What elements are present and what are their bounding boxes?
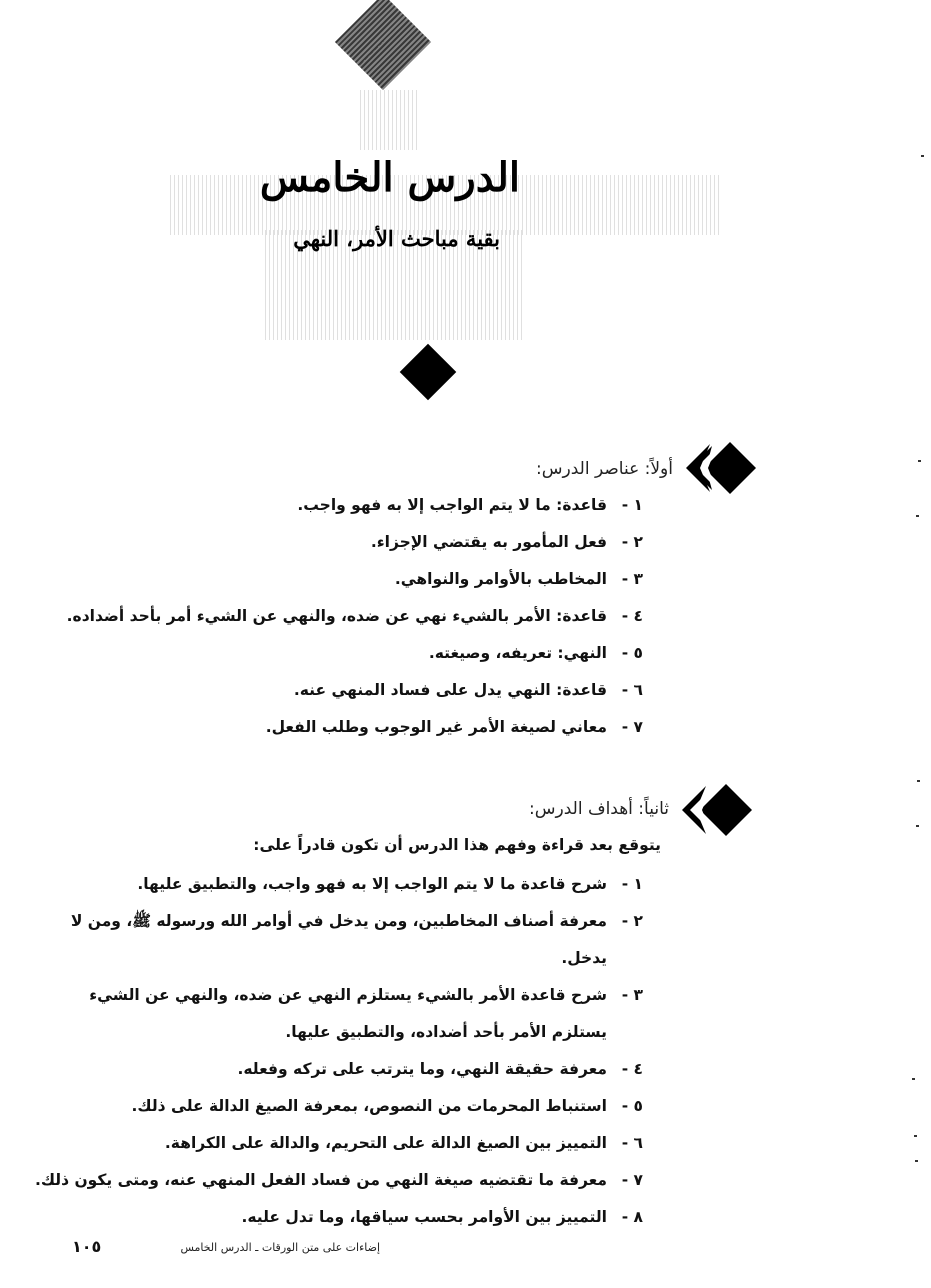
scan-speck bbox=[918, 460, 921, 462]
list-item: ١ -قاعدة: ما لا يتم الواجب إلا به فهو واجب. bbox=[297, 496, 643, 514]
scan-speck bbox=[916, 825, 919, 827]
elements-heading: أولاً: عناصر الدرس: bbox=[536, 459, 673, 479]
list-item: ٤ -قاعدة: الأمر بالشيء نهي عن ضده، والنهي عن الشيء أمر بأحد أضداده. bbox=[66, 607, 643, 625]
lesson-title: الدرس الخامس bbox=[259, 154, 520, 201]
double-diamond-bullet-icon bbox=[676, 780, 756, 840]
list-item: ٧ -معاني لصيغة الأمر غير الوجوب وطلب الفعل. bbox=[265, 718, 643, 736]
scan-speck bbox=[917, 780, 920, 782]
top-diamond-ornament bbox=[335, 0, 431, 90]
list-item: ٢ -معرفة أصناف المخاطبين، ومن يدخل في أوامر الله ورسوله ﷺ، ومن لا يدخل. bbox=[70, 912, 643, 967]
running-footer: إضاءات على متن الورقات ـ الدرس الخامس bbox=[180, 1241, 380, 1254]
list-item: ٤ -معرفة حقيقة النهي، وما يترتب على تركه وفعله. bbox=[237, 1060, 643, 1078]
scan-speck bbox=[916, 515, 919, 517]
list-item: ١ -شرح قاعدة ما لا يتم الواجب إلا به فهو واجب، والتطبيق عليها. bbox=[137, 875, 643, 893]
scan-speck bbox=[912, 1078, 915, 1080]
list-item: ٦ -قاعدة: النهي يدل على فساد المنهي عنه. bbox=[293, 681, 643, 699]
list-item: ٣ -شرح قاعدة الأمر بالشيء يستلزم النهي عن ضده، والنهي عن الشيء يستلزم الأمر بأحد أضداده، والتطبيق عليها. bbox=[89, 986, 643, 1041]
list-item: ٥ -النهي: تعريفه، وصيغته. bbox=[428, 644, 643, 662]
list-item: ٧ -معرفة ما تقتضيه صيغة النهي من فساد الفعل المنهي عنه، ومتى يكون ذلك. bbox=[34, 1171, 643, 1189]
goals-heading: ثانياً: أهداف الدرس: bbox=[529, 799, 669, 819]
list-item: ٣ -المخاطب بالأوامر والنواهي. bbox=[394, 570, 643, 588]
top-hatch-decoration bbox=[360, 90, 420, 150]
goals-intro: يتوقع بعد قراءة وفهم هذا الدرس أن تكون قادراً على: bbox=[253, 836, 661, 854]
scan-speck bbox=[915, 1160, 918, 1162]
page-number: ١٠٥ bbox=[72, 1237, 102, 1256]
elements-list bbox=[66, 490, 643, 749]
list-item: ٢ -فعل المأمور به يقتضي الإجزاء. bbox=[370, 533, 643, 551]
lesson-subtitle: بقية مباحث الأمر، النهي bbox=[293, 226, 500, 251]
scan-speck bbox=[921, 155, 924, 157]
goals-list bbox=[34, 866, 643, 1236]
list-item: ٦ -التمييز بين الصيغ الدالة على التحريم، والدالة على الكراهة. bbox=[164, 1134, 643, 1152]
list-item: ٨ -التمييز بين الأوامر بحسب سياقها، وما تدل عليه. bbox=[241, 1208, 643, 1226]
scan-speck bbox=[914, 1135, 917, 1137]
double-diamond-bullet-icon bbox=[680, 438, 760, 498]
list-item: ٥ -استنباط المحرمات من النصوص، بمعرفة الصيغ الدالة على ذلك. bbox=[131, 1097, 643, 1115]
center-diamond-ornament bbox=[400, 344, 457, 401]
